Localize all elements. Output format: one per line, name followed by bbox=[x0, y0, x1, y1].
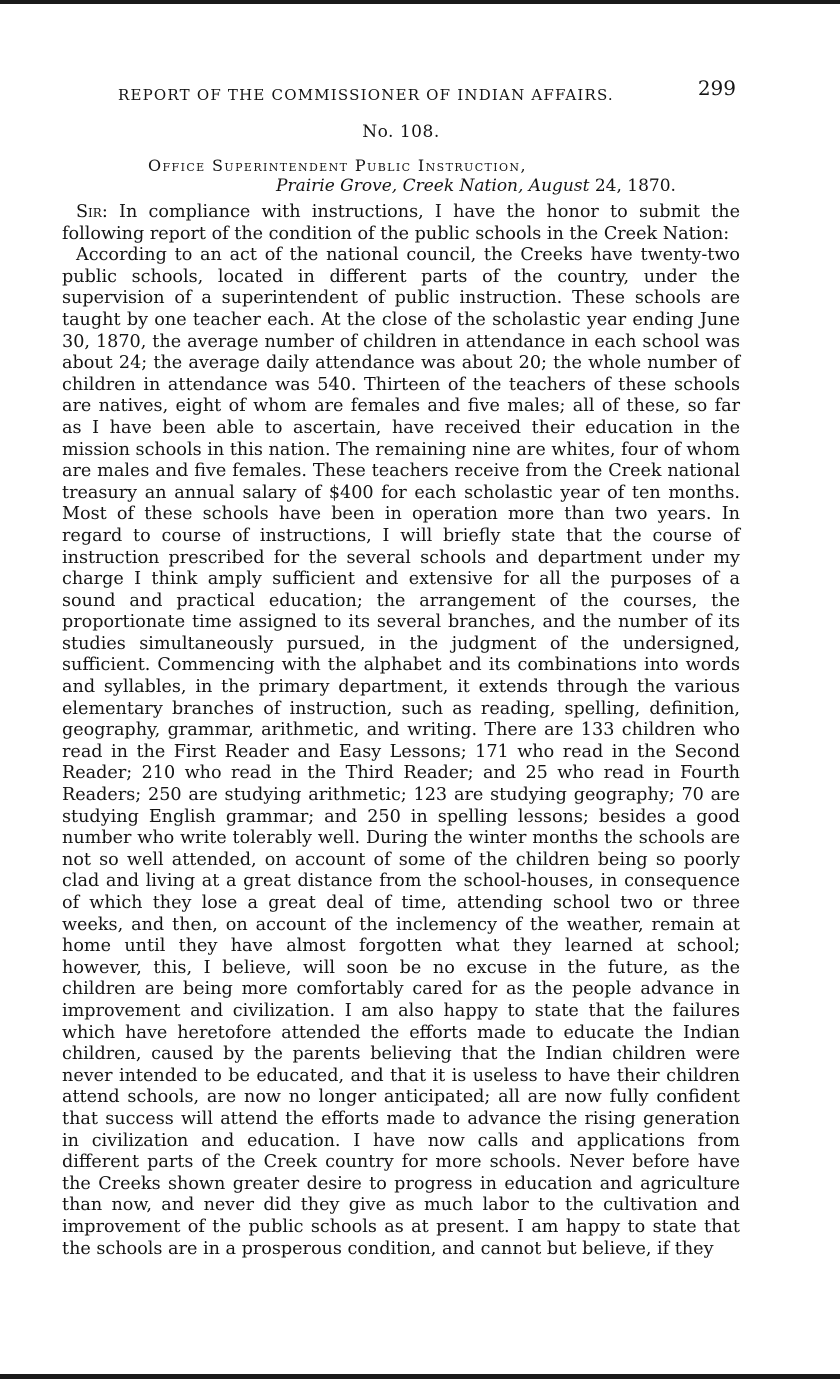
salutation: Sir: bbox=[76, 202, 108, 222]
letter-body bbox=[62, 202, 740, 1260]
scan-edge-top bbox=[0, 0, 840, 4]
place-date-place: Prairie Grove, Creek Nation, August bbox=[276, 176, 590, 196]
place-date-date: 24, 1870. bbox=[589, 176, 676, 196]
scan-edge-bottom bbox=[0, 1374, 840, 1379]
page-number: 299 bbox=[697, 76, 736, 100]
document-page bbox=[62, 74, 740, 1260]
paragraph-2: According to an act of the national council, the Creeks have twenty-two public schools, located in different parts of the country, under the supervision of a superintendent of public instruction. These schools are taught by one teacher each. At the close of the scholastic year ending June 30, 1870, the average number of children in attendance in each school was about 24; the average daily attendance was about 20; the whole number of children in attendance was 540. Thirteen of the teachers of these schools are natives, eight of whom are females and five males; all of these, so far as I have been able to ascertain, have received their education in the mission schools in this nation. The remaining nine are whites, four of whom are males and five females. These teachers receive from the Creek national treasury an annual salary of $400 for each scholastic year of ten months. Most of these schools have been in operation more than two years. In regard to course of instructions, I will briefly state that the course of instruction prescribed for the several schools and department under my charge I think amply sufficient and extensive for all the purposes of a sound and practical education; the arrangement of the courses, the proportionate time assigned to its several branches, and the number of its studies simultaneously pursued, in the judgment of the undersigned, sufficient. Commencing with the alphabet and its combinations into words and syllables, in the primary department, it extends through the various elementary branches of instruction, such as reading, spelling, definition, geography, grammar, arithmetic, and writing. There are 133 children who read in the First Reader and Easy Lessons; 171 who read in the Second Reader; 210 who read in the Third Reader; and 25 who read in Fourth Readers; 250 are studying arithmetic; 123 are studying geography; 70 are studying English grammar; and 250 in spelling lessons; besides a good number who write tolerably well. During the winter months the schools are not so well attended, on account of some of the children being so poorly clad and living at a great distance from the school-houses, in consequence of which they lose a great deal of time, attending school two or three weeks, and then, on account of the inclemency of the weather, remain at home until they have almost forgotten what they learned at school; however, this, I believe, will soon be no excuse in the future, as the children are being more comfortably cared for as the people advance in improvement and civilization. I am also happy to state that the failures which have heretofore attended the efforts made to educate the Indian children, caused by the parents believing that the Indian children were never intended to be educated, and that it is useless to have their children attend schools, are now no longer anticipated; all are now fully confident that success will attend the efforts made to advance the rising generation in civilization and education. I have now calls and applications from different parts of the Creek country for more schools. Never before have the Creeks shown greater desire to progress in education and agriculture than now, and never did they give as much labor to the cultivation and improvement of the public schools as at present. I am happy to state that the schools are in a prosperous condition, and cannot but believe, if they bbox=[62, 245, 740, 1259]
place-date-line bbox=[62, 176, 740, 196]
document-number: No. 108. bbox=[362, 122, 440, 142]
running-head-title: REPORT OF THE COMMISSIONER OF INDIAN AFFAIRS. bbox=[118, 86, 614, 104]
running-head bbox=[62, 74, 740, 114]
paragraph-1 bbox=[62, 202, 740, 245]
paragraph-1-text: In compliance with instructions, I have the honor to submit the following report of the condition of the public schools in the Creek Nation: bbox=[62, 202, 740, 244]
office-heading: Office Superintendent Public Instruction, bbox=[148, 156, 527, 175]
